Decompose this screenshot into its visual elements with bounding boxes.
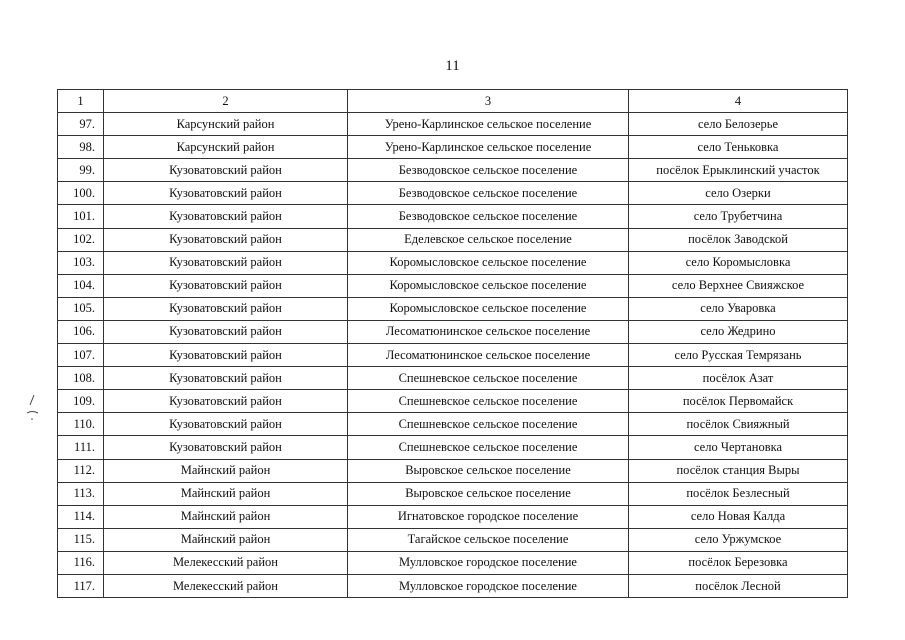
header-cell-settlement: 3 bbox=[348, 90, 629, 113]
table-row bbox=[58, 413, 848, 436]
row-number-cell: 101. bbox=[58, 205, 104, 228]
table-row bbox=[58, 159, 848, 182]
row-number-cell: 110. bbox=[58, 413, 104, 436]
locality-cell: посёлок Ерыклинский участок bbox=[629, 159, 848, 182]
row-number-cell: 109. bbox=[58, 390, 104, 413]
settlement-cell: Лесоматюнинское сельское поселение bbox=[348, 320, 629, 343]
settlement-cell: Выровское сельское поселение bbox=[348, 482, 629, 505]
district-cell: Кузоватовский район bbox=[104, 390, 348, 413]
settlements-table bbox=[57, 89, 848, 598]
locality-cell: село Уваровка bbox=[629, 297, 848, 320]
settlement-cell: Тагайское сельское поселение bbox=[348, 528, 629, 551]
district-cell: Кузоватовский район bbox=[104, 228, 348, 251]
locality-cell: село Верхнее Свияжское bbox=[629, 274, 848, 297]
row-number-cell: 100. bbox=[58, 182, 104, 205]
row-number-cell: 116. bbox=[58, 551, 104, 574]
settlement-cell: Мулловское городское поселение bbox=[348, 574, 629, 597]
table-row bbox=[58, 205, 848, 228]
row-number-cell: 111. bbox=[58, 436, 104, 459]
row-number-cell: 108. bbox=[58, 367, 104, 390]
locality-cell: село Трубетчина bbox=[629, 205, 848, 228]
table-body bbox=[58, 90, 848, 598]
settlement-cell: Безводовское сельское поселение bbox=[348, 159, 629, 182]
settlement-cell: Коромысловское сельское поселение bbox=[348, 274, 629, 297]
table-row bbox=[58, 113, 848, 136]
district-cell: Майнский район bbox=[104, 482, 348, 505]
district-cell: Майнский район bbox=[104, 528, 348, 551]
table-header-row bbox=[58, 90, 848, 113]
table-row bbox=[58, 297, 848, 320]
district-cell: Мелекесский район bbox=[104, 551, 348, 574]
settlement-cell: Безводовское сельское поселение bbox=[348, 182, 629, 205]
settlement-cell: Безводовское сельское поселение bbox=[348, 205, 629, 228]
table-row bbox=[58, 320, 848, 343]
district-cell: Майнский район bbox=[104, 505, 348, 528]
district-cell: Кузоватовский район bbox=[104, 297, 348, 320]
row-number-cell: 106. bbox=[58, 320, 104, 343]
table-row bbox=[58, 344, 848, 367]
row-number-cell: 117. bbox=[58, 574, 104, 597]
row-number-cell: 107. bbox=[58, 344, 104, 367]
row-number-cell: 102. bbox=[58, 228, 104, 251]
district-cell: Кузоватовский район bbox=[104, 251, 348, 274]
locality-cell: посёлок Заводской bbox=[629, 228, 848, 251]
locality-cell: посёлок Безлесный bbox=[629, 482, 848, 505]
table-row bbox=[58, 251, 848, 274]
district-cell: Кузоватовский район bbox=[104, 205, 348, 228]
district-cell: Кузоватовский район bbox=[104, 182, 348, 205]
locality-cell: село Жедрино bbox=[629, 320, 848, 343]
header-cell-district: 2 bbox=[104, 90, 348, 113]
district-cell: Кузоватовский район bbox=[104, 159, 348, 182]
header-cell-locality: 4 bbox=[629, 90, 848, 113]
row-number-cell: 97. bbox=[58, 113, 104, 136]
locality-cell: село Новая Калда bbox=[629, 505, 848, 528]
locality-cell: село Коромысловка bbox=[629, 251, 848, 274]
row-number-cell: 104. bbox=[58, 274, 104, 297]
settlement-cell: Спешневское сельское поселение bbox=[348, 367, 629, 390]
table-row bbox=[58, 136, 848, 159]
row-number-cell: 103. bbox=[58, 251, 104, 274]
district-cell: Кузоватовский район bbox=[104, 274, 348, 297]
row-number-cell: 99. bbox=[58, 159, 104, 182]
settlement-cell: Спешневское сельское поселение bbox=[348, 436, 629, 459]
settlement-cell: Игнатовское городское поселение bbox=[348, 505, 629, 528]
locality-cell: посёлок станция Выры bbox=[629, 459, 848, 482]
table-row bbox=[58, 436, 848, 459]
district-cell: Кузоватовский район bbox=[104, 413, 348, 436]
locality-cell: село Русская Темрязань bbox=[629, 344, 848, 367]
page-number: 11 bbox=[445, 58, 460, 74]
locality-cell: посёлок Лесной bbox=[629, 574, 848, 597]
margin-pen-mark bbox=[24, 393, 44, 423]
locality-cell: село Озерки bbox=[629, 182, 848, 205]
row-number-cell: 113. bbox=[58, 482, 104, 505]
district-cell: Кузоватовский район bbox=[104, 367, 348, 390]
settlement-cell: Спешневское сельское поселение bbox=[348, 390, 629, 413]
settlement-cell: Мулловское городское поселение bbox=[348, 551, 629, 574]
locality-cell: посёлок Березовка bbox=[629, 551, 848, 574]
row-number-cell: 115. bbox=[58, 528, 104, 551]
locality-cell: село Чертановка bbox=[629, 436, 848, 459]
locality-cell: село Белозерье bbox=[629, 113, 848, 136]
settlement-cell: Спешневское сельское поселение bbox=[348, 413, 629, 436]
locality-cell: село Уржумское bbox=[629, 528, 848, 551]
settlement-cell: Урено-Карлинское сельское поселение bbox=[348, 113, 629, 136]
table-row bbox=[58, 574, 848, 597]
table-row bbox=[58, 390, 848, 413]
table-row bbox=[58, 528, 848, 551]
district-cell: Карсунский район bbox=[104, 136, 348, 159]
district-cell: Кузоватовский район bbox=[104, 344, 348, 367]
table-row bbox=[58, 182, 848, 205]
row-number-cell: 114. bbox=[58, 505, 104, 528]
table-row bbox=[58, 551, 848, 574]
locality-cell: посёлок Азат bbox=[629, 367, 848, 390]
table-row bbox=[58, 367, 848, 390]
table-row bbox=[58, 482, 848, 505]
table-row bbox=[58, 228, 848, 251]
row-number-cell: 105. bbox=[58, 297, 104, 320]
settlement-cell: Лесоматюнинское сельское поселение bbox=[348, 344, 629, 367]
district-cell: Кузоватовский район bbox=[104, 436, 348, 459]
table-row bbox=[58, 459, 848, 482]
locality-cell: посёлок Первомайск bbox=[629, 390, 848, 413]
row-number-cell: 98. bbox=[58, 136, 104, 159]
district-cell: Карсунский район bbox=[104, 113, 348, 136]
district-cell: Мелекесский район bbox=[104, 574, 348, 597]
district-cell: Кузоватовский район bbox=[104, 320, 348, 343]
header-cell-number: 1 bbox=[58, 90, 104, 113]
settlement-cell: Коромысловское сельское поселение bbox=[348, 297, 629, 320]
district-cell: Майнский район bbox=[104, 459, 348, 482]
row-number-cell: 112. bbox=[58, 459, 104, 482]
locality-cell: село Теньковка bbox=[629, 136, 848, 159]
table-row bbox=[58, 505, 848, 528]
settlement-cell: Еделевское сельское поселение bbox=[348, 228, 629, 251]
locality-cell: посёлок Свияжный bbox=[629, 413, 848, 436]
settlement-cell: Коромысловское сельское поселение bbox=[348, 251, 629, 274]
settlement-cell: Выровское сельское поселение bbox=[348, 459, 629, 482]
table-row bbox=[58, 274, 848, 297]
settlement-cell: Урено-Карлинское сельское поселение bbox=[348, 136, 629, 159]
